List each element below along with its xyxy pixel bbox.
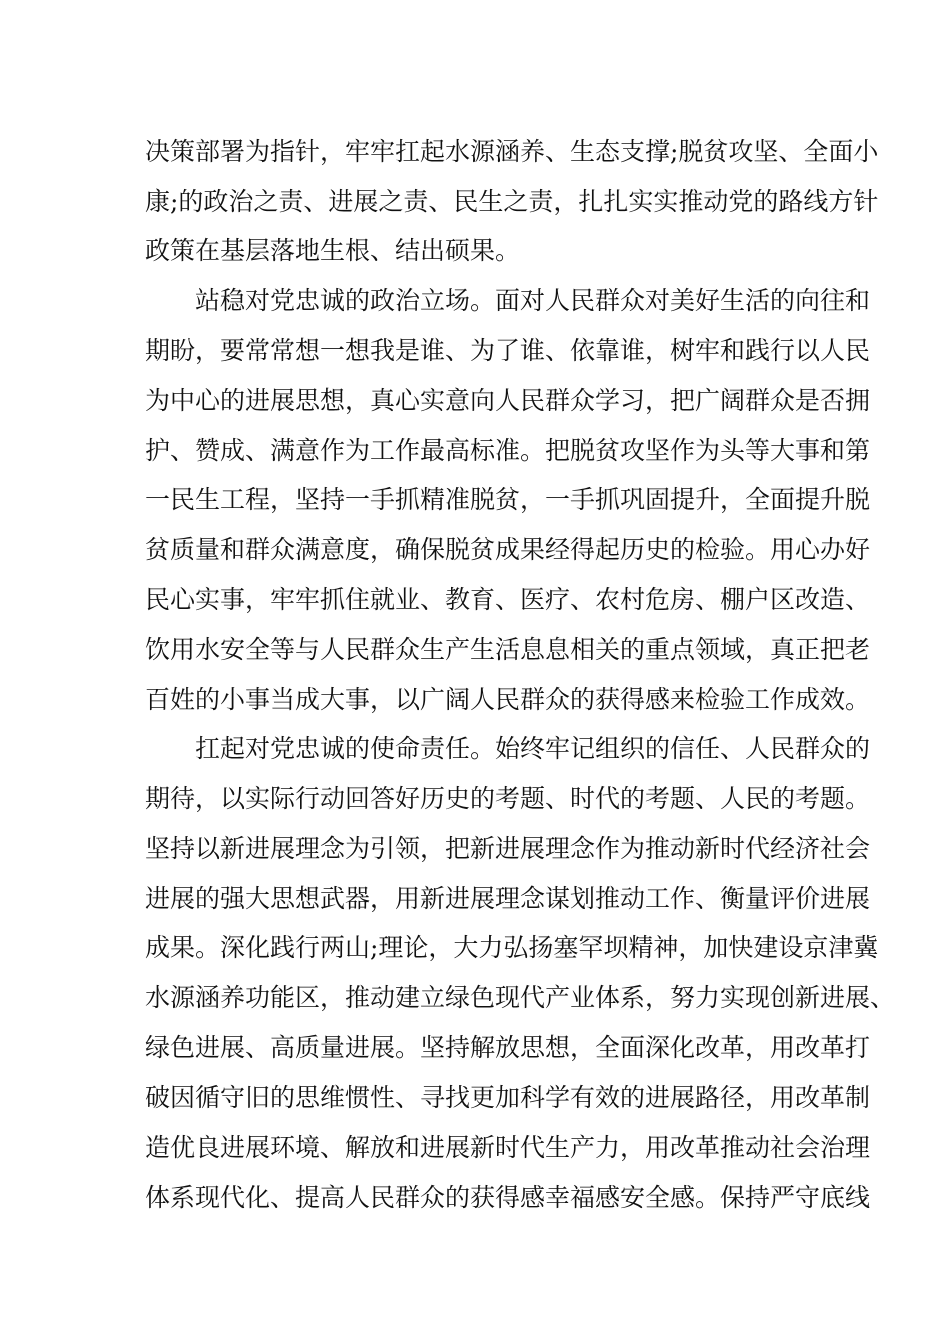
text-line: 护、赞成、满意作为工作最高标准。把脱贫攻坚作为头等大事和第 [145,436,871,465]
text-line: 为中心的进展思想，真心实意向人民群众学习，把广阔群众是否拥 [145,386,871,415]
text-line: 一民生工程，坚持一手抓精准脱贫，一手抓巩固提升，全面提升脱 [145,485,871,514]
text-line: 政策在基层落地生根、结出硕果。 [145,236,521,265]
text-line: 饮用水安全等与人民群众生产生活息息相关的重点领域，真正把老 [145,635,871,664]
text-line: 贫质量和群众满意度，确保脱贫成果经得起历史的检验。用心办好 [145,535,871,564]
text-line: 进展的强大思想武器，用新进展理念谋划推动工作、衡量评价进展 [145,884,871,913]
text-line: 期盼，要常常想一想我是谁、为了谁、依靠谁，树牢和践行以人民 [145,336,871,365]
text-line: 期待，以实际行动回答好历史的考题、时代的考题、人民的考题。 [145,784,871,813]
text-line: 决策部署为指针，牢牢扛起水源涵养、生态支撑;脱贫攻坚、全面小 [145,137,879,166]
text-line: 民心实事，牢牢抓住就业、教育、医疗、农村危房、棚户区改造、 [145,585,871,614]
paragraph-first-line: 扛起对党忠诚的使命责任。始终牢记组织的信任、人民群众的 [195,734,871,763]
paragraph-first-line: 站稳对党忠诚的政治立场。面对人民群众对美好生活的向往和 [195,286,871,315]
text-line: 造优良进展环境、解放和进展新时代生产力，用改革推动社会治理 [145,1133,871,1162]
text-line: 百姓的小事当成大事，以广阔人民群众的获得感来检验工作成效。 [145,685,871,714]
text-line: 康;的政治之责、进展之责、民生之责，扎扎实实推动党的路线方针 [145,187,879,216]
text-line: 绿色进展、高质量进展。坚持解放思想，全面深化改革，用改革打 [145,1033,871,1062]
text-line: 体系现代化、提高人民群众的获得感幸福感安全感。保持严守底线 [145,1183,871,1212]
text-line: 水源涵养功能区，推动建立绿色现代产业体系，努力实现创新进展、 [145,983,896,1012]
text-line: 破因循守旧的思维惯性、寻找更加科学有效的进展路径，用改革制 [145,1083,871,1112]
text-line: 成果。深化践行两山;理论，大力弘扬塞罕坝精神，加快建设京津冀 [145,933,879,962]
text-line: 坚持以新进展理念为引领，把新进展理念作为推动新时代经济社会 [145,834,871,863]
